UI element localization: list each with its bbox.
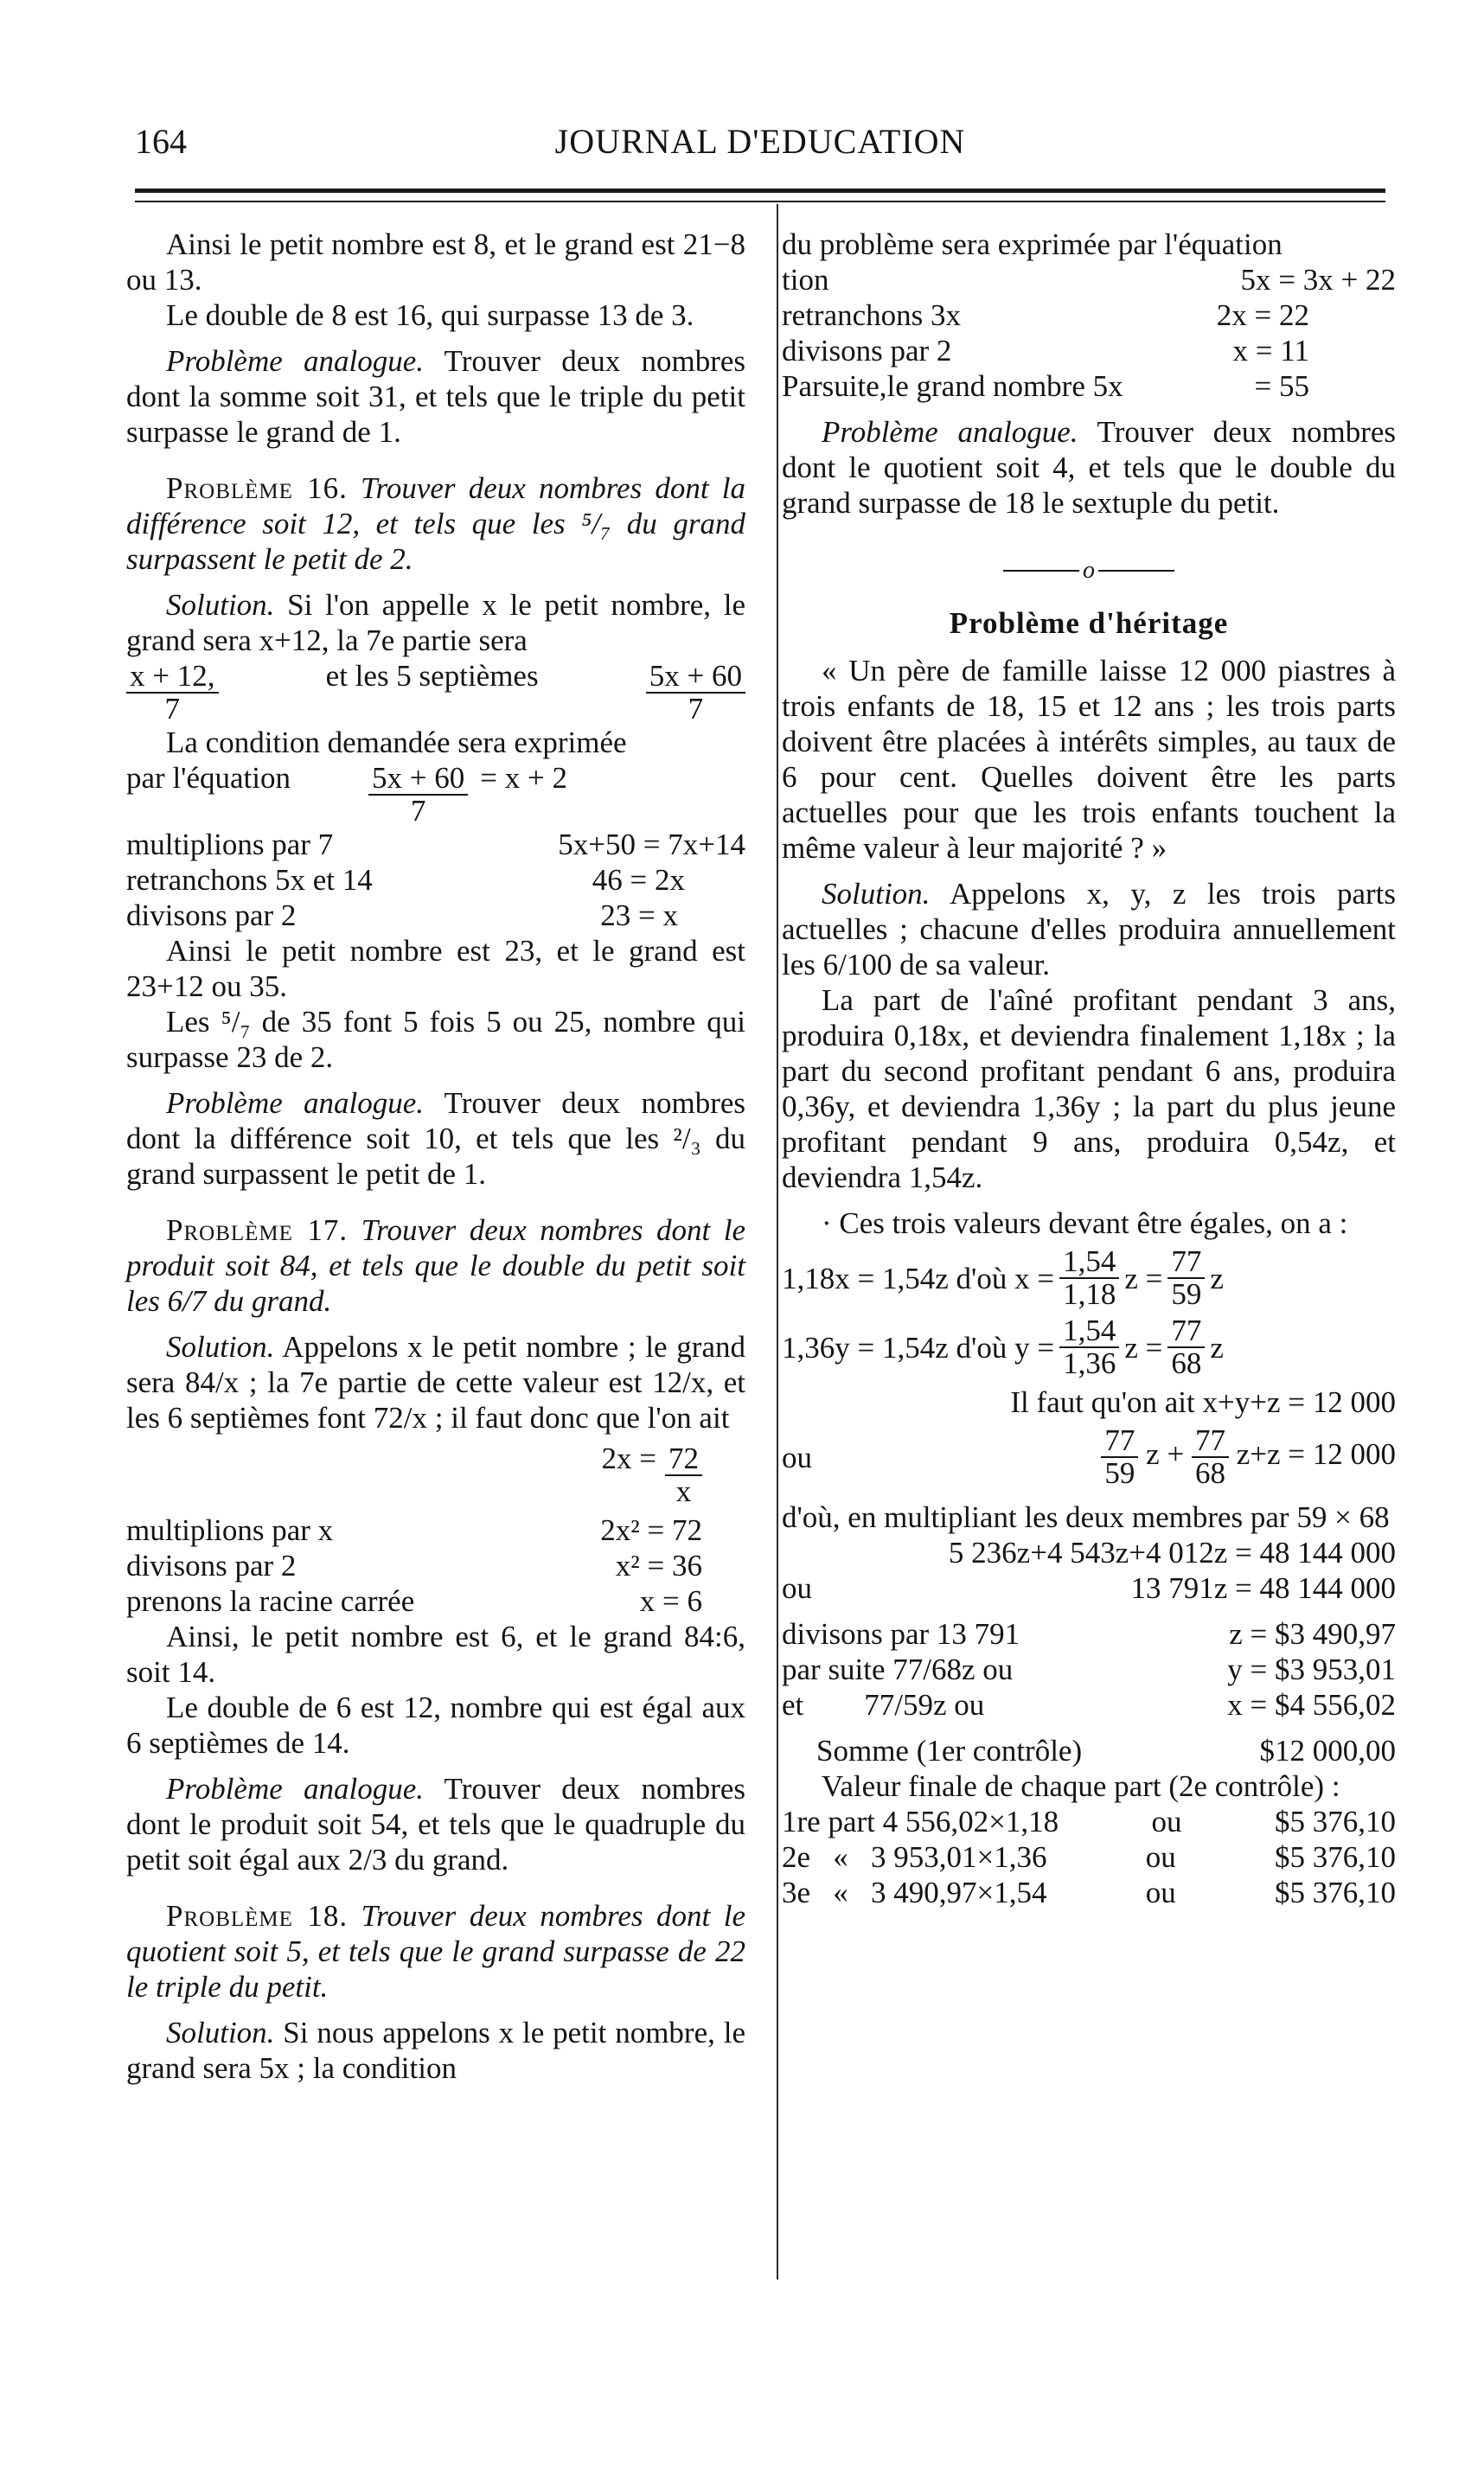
paragraph-multiplying: d'où, en multipliant les deux membres par 59 × 68: [782, 1500, 1390, 1534]
solution-heritage: Solution. Appelons x, y, z les trois parts actuelles ; chacune d'elles produira annuellement les 6/100 de sa valeur.: [782, 877, 1396, 982]
equation-17: 2x = $\frac{72}{x}$: [126, 1441, 745, 1507]
step-multiply-7: multiplions par 7 5x+50 = 7x+14: [126, 828, 745, 861]
solution-18: Solution. Si nous appelons x le petit nombre, le grand sera 5x ; la condition: [126, 2016, 745, 2085]
left-column: [126, 227, 745, 2086]
solution-text: Si l'on appelle x le petit nombre, le grand sera x+12, la 7e partie sera: [126, 588, 745, 657]
step-retranchons: retranchons 5x et 14 46 = 2x: [126, 863, 685, 897]
problem-quote: « Un père de famille laisse 12 000 piastres à trois enfants de 18, 15 et 12 ans ; les trois parts doivent être placées à intérêts simples, au taux de 6 pour cent. Quelles doivent être les parts actuelles pour que les trois enfants touchent la même valeur à leur majorité ? »: [782, 654, 1396, 865]
paragraph-ainsi-1: Ainsi le petit nombre est 8, et le grand est 21−8 ou 13.: [126, 227, 745, 297]
problem-analogue-1: [126, 343, 745, 450]
eq-18-divisons: divisons par 2 x = 11: [782, 334, 1309, 368]
result-x: et 77/59z ou x = $4 556,02: [782, 1688, 1396, 1722]
fraction-5x-plus-60: $\frac{5x + 60}{7}$: [646, 661, 745, 725]
step-square-root: prenons la racine carrée x = 6: [126, 1584, 702, 1618]
fraction-mid-text: et les 5 septièmes: [325, 659, 539, 693]
final-part-3: 3e « 3 490,97×1,54 ou $5 376,10: [782, 1876, 1396, 1909]
paragraph-parts: La part de l'aîné profitant pendant 3 ans, produira 0,18x, et deviendra finalement 1,18x ; la part du second profitant pendant 6 ans, produira 0,36y, et deviendra 1,36y ; la part du plus jeune profitant pendant 9 ans, produira 0,54z, et deviendra 1,54z.: [782, 983, 1396, 1194]
paragraph-ainsi-3: Ainsi, le petit nombre est 6, et le grand 84:6, soit 14.: [126, 1620, 745, 1689]
eq-18-retranchons: retranchons 3x 2x = 22: [782, 298, 1309, 332]
continuation-line: du problème sera exprimée par l'équation: [782, 227, 1283, 261]
eq-18-grand-nombre: Parsuite,le grand nombre 5x = 55: [782, 369, 1309, 403]
equation-y: 1,36y = 1,54z d'où y = $\frac{1,54}{1,36}$ z = $\frac{77}{68}$ z: [782, 1314, 1224, 1380]
header-rule-thick: [135, 189, 1385, 193]
problem-17: Problème 17. Trouver deux nombres dont le produit soit 84, et tels que le double du petit soit les 6/7 du grand.: [126, 1213, 745, 1318]
section-separator: o: [782, 550, 1396, 588]
step-divide-2: divisons par 2 23 = x: [126, 898, 678, 932]
paragraph-ainsi-2: Ainsi le petit nombre est 23, et le grand est 23+12 ou 35.: [126, 934, 745, 1003]
paragraph-double-6: Le double de 6 est 12, nombre qui est égal aux 6 septièmes de 14.: [126, 1691, 745, 1760]
paragraph-les-57: Les ⁵/₇ de 35 font 5 fois 5 ou 25, nombre qui surpasse 23 de 2.: [126, 1005, 745, 1074]
equation-16-fraction: $\frac{5x + 60}{7}$: [368, 763, 468, 827]
solution-16: [126, 587, 745, 658]
journal-title: JOURNAL D'EDUCATION: [554, 122, 966, 161]
header-rule-thin: [135, 201, 1385, 202]
equation-x: 1,18x = 1,54z d'où x = $\frac{1,54}{1,18}$ z = $\frac{77}{59}$ z: [782, 1244, 1224, 1311]
equation-13791: ou 13 791z = 48 144 000: [782, 1571, 1396, 1605]
page-header: [135, 121, 1385, 173]
solution-17: Solution. Appelons x le petit nombre ; le grand sera 84/x ; la 7e partie de cette valeur est 12/x, et les 6 septièmes font 72/x ; il faut donc que l'on ait: [126, 1330, 745, 1435]
problem-18: Problème 18. Trouver deux nombres dont le quotient soit 5, et tels que le grand surpasse de 22 le triple du petit.: [126, 1899, 745, 2004]
final-part-1: 1re part 4 556,02×1,18 ou $5 376,10: [782, 1805, 1396, 1838]
problem-16-label: Problème 16.: [166, 471, 348, 505]
equation-17-fraction: $\frac{72}{x}$: [665, 1443, 702, 1507]
final-value-label: Valeur finale de chaque part (2e contrôle) :: [822, 1769, 1340, 1803]
final-part-2: 2e « 3 953,01×1,36 ou $5 376,10: [782, 1840, 1396, 1874]
right-column: [782, 227, 1396, 1910]
problem-16: [126, 470, 745, 577]
fraction-x-plus-12: $\frac{x + 12,}{7}$: [126, 661, 219, 725]
section-heading: Problème d'héritage: [949, 606, 1229, 640]
problem-analogue-3: Problème analogue. Trouver deux nombres dont le produit soit 54, et tels que le quadruple du petit soit égal aux 2/3 du grand.: [126, 1772, 746, 1877]
problem-analogue-text: Trouver deux nombres dont la somme soit 31, et tels que le triple du petit surpasse le grand de 1.: [126, 344, 746, 449]
eq-18-tion: tion 5x = 3x + 22: [782, 263, 1396, 297]
sum-control: Somme (1er contrôle) $12 000,00: [816, 1734, 1396, 1768]
paragraph-ces-trois: · Ces trois valeurs devant être égales, on a :: [822, 1206, 1348, 1240]
equation-expanded: 5 236z+4 543z+4 012z = 48 144 000: [948, 1536, 1396, 1570]
column-separator: [777, 204, 778, 2280]
condition-line: La condition demandée sera exprimée: [166, 726, 627, 759]
equation-sum: Il faut qu'on ait x+y+z = 12 000: [1010, 1385, 1396, 1419]
fraction-line-16: [126, 658, 745, 725]
step-multiply-x: multiplions par x 2x² = 72: [126, 1513, 702, 1547]
solution-label: Solution.: [166, 588, 275, 622]
equation-16: par l'équation $\frac{5x + 60}{7}$ = x + 2: [126, 761, 567, 828]
equation-ou: ou $\frac{77}{59}$ z + $\frac{77}{68}$ z+z = 12 000: [782, 1423, 1396, 1490]
problem-16-text: Trouver deux nombres dont la différence soit 12, et tels que les ⁵/₇ du grand surpassent le petit de 2.: [126, 471, 745, 576]
result-z: divisons par 13 791 z = $3 490,97: [782, 1617, 1396, 1651]
page-number: 164: [135, 122, 187, 161]
step-divide-2b: divisons par 2 x² = 36: [126, 1549, 702, 1583]
problem-analogue-2: Problème analogue. Trouver deux nombres dont la différence soit 10, et tels que les ²/₃ du grand surpassent le petit de 1.: [126, 1086, 746, 1191]
problem-analogue-label: Problème analogue.: [166, 344, 424, 378]
paragraph-double-8: Le double de 8 est 16, qui surpasse 13 de 3.: [166, 298, 694, 332]
result-y: par suite 77/68z ou y = $3 953,01: [782, 1653, 1396, 1686]
problem-analogue-4: Problème analogue. Trouver deux nombres dont le quotient soit 4, et tels que le double du grand surpasse de 18 le sextuple du petit.: [782, 415, 1397, 520]
